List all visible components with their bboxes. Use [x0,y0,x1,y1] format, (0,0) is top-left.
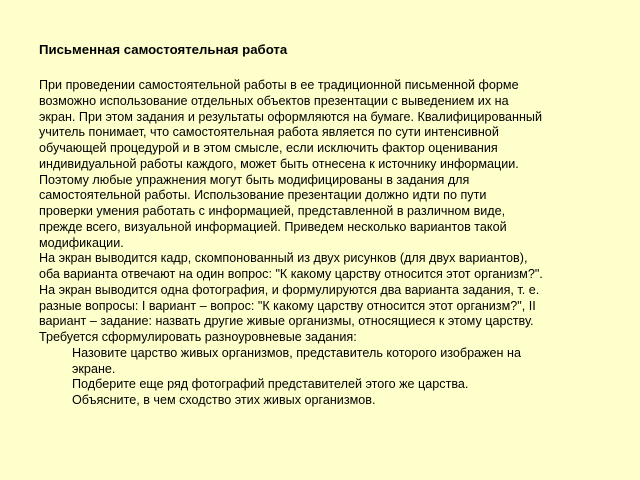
task-line: Объясните, в чем сходство этих живых организмов. [72,393,376,407]
text-line: прежде всего, визуальной информацией. Приведем несколько вариантов такой [39,219,507,234]
text-line: экран. При этом задания и результаты оформляются на бумаге. Квалифицированный [39,109,542,124]
text-line: обучающей процедурой и в этом смысле, если исключить фактор оценивания [39,141,498,155]
text-line: разные вопросы: I вариант – вопрос: "К какому царству относится этот организм?", II [39,298,536,313]
text-line: модификации. [39,235,124,250]
slide-body [39,78,635,409]
task-line: Подберите еще ряд фотографий представителей этого же царства. [72,377,469,392]
text-line: проверки умения работать с информацией, представленной в различном виде, [39,204,506,218]
text-line: индивидуальной работы каждого, может быть отнесена к источнику информации. [39,156,519,171]
text-line: Требуется сформулировать разноуровневые задания: [39,330,357,344]
text-line: оба варианта отвечают на один вопрос: "К какому царству относится этот организм?". [39,267,543,281]
text-line: возможно использование отдельных объектов презентации с выведением их на [39,93,509,108]
task-line: экране. [72,361,116,376]
slide-title: Письменная самостоятельная работа [39,42,288,57]
text-line: учитель понимает, что самостоятельная работа является по сути интенсивной [39,125,499,140]
text-line: самостоятельной работы. Использование презентации должно идти по пути [39,188,487,203]
text-line: На экран выводится кадр, скомпонованный из двух рисунков (для двух вариантов), [39,251,528,266]
text-line: При проведении самостоятельной работы в ее традиционной письменной форме [39,78,519,92]
text-line: На экран выводится одна фотография, и формулируются два варианта задания, т. е. [39,282,540,297]
text-line: Поэтому любые упражнения могут быть модифицированы в задания для [39,172,470,187]
text-line: вариант – задание: назвать другие живые организмы, относящиеся к этому царству. [39,314,534,329]
task-line: Назовите царство живых организмов, представитель которого изображен на [72,345,521,360]
